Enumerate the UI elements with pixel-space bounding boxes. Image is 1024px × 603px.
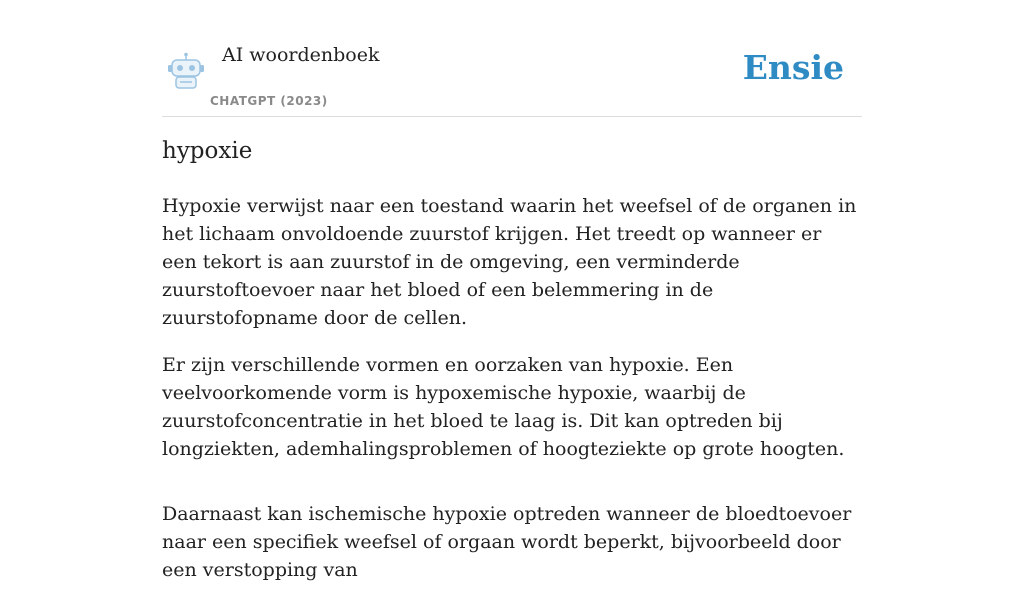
source-subtitle: CHATGPT (2023) [210,94,328,108]
entry-definition [162,192,862,603]
entry-term: hypoxie [162,138,253,164]
entry-header [162,0,862,117]
source-name[interactable]: AI woordenboek [222,44,380,66]
robot-icon [166,52,206,90]
brand-logo[interactable]: Ensie [742,48,844,87]
definition-paragraph: Er zijn verschillende vormen en oorzaken van hypoxie. Een veelvoorkomende vorm is hypoxemische hypoxie, waarbij de zuurstofconcentratie in het bloed te laag is. Dit kan optreden bij longziekten, ademhalingsproblemen of hoogteziekte op grote hoogten. [162,354,845,460]
definition-paragraph: Daarnaast kan ischemische hypoxie optreden wanneer de bloedtoevoer naar een specifiek weefsel of orgaan wordt beperkt, bijvoorbeeld door een verstopping van [162,503,852,581]
definition-paragraph: Hypoxie verwijst naar een toestand waarin het weefsel of de organen in het lichaam onvoldoende zuurstof krijgen. Het treedt op wanneer er een tekort is aan zuurstof in de omgeving, een verminderde zuurstoftoevoer naar het bloed of een belemmering in de zuurstofopname door de cellen. [162,195,857,329]
